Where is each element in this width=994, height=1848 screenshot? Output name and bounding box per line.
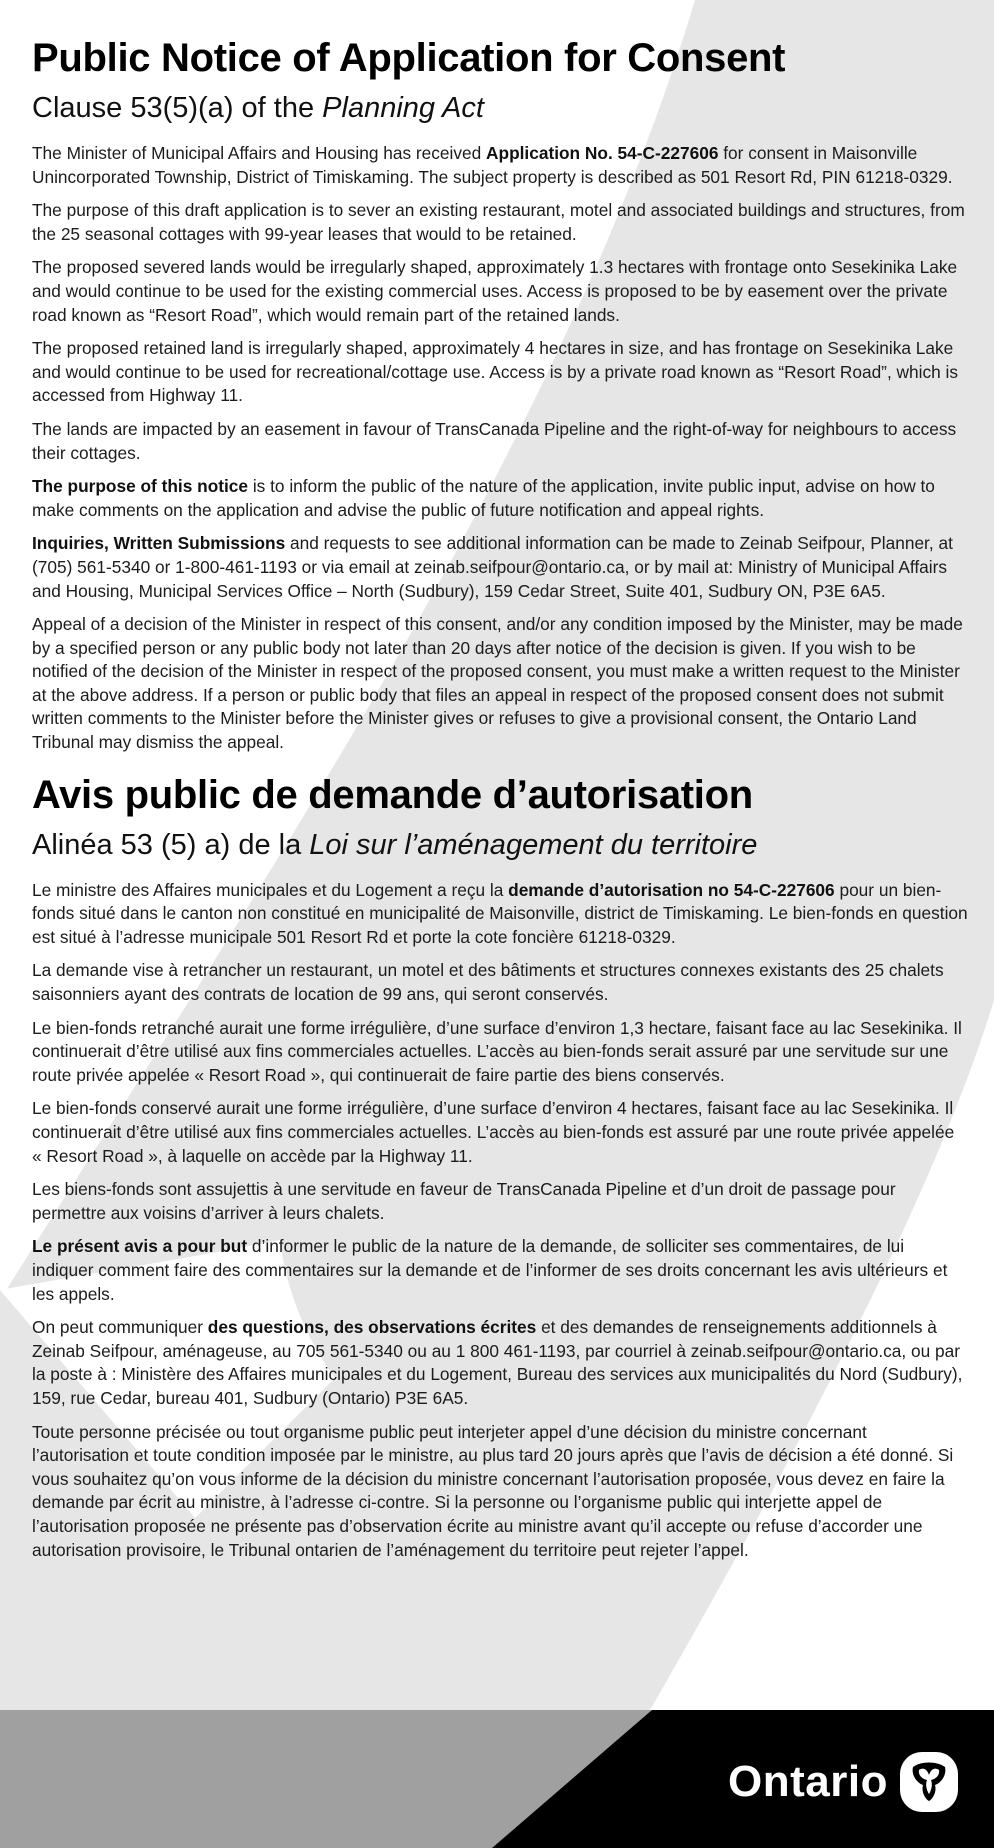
paragraph-application: The Minister of Municipal Affairs and Housing has received Application No. 54-C-227606 for consent in Maisonville Unincorporated Township, District of Timiskaming. The subject property is described as 501 Resort Rd, PIN 61218-0329.: [32, 143, 953, 187]
paragraph-retained-lands: The proposed retained land is irregularly shaped, approximately 4 hectares in size, and has frontage on Sesekinika Lake and would continue to be used for recreational/cottage use. Access is by a private road known as “Resort Road”, which is accessed from Highway 11.: [32, 338, 959, 406]
paragraph-easement: The lands are impacted by an easement in favour of TransCanada Pipeline and the right-of-way for neighbours to access their cottages.: [32, 418, 957, 463]
paragraph-appeal: Appeal of a decision of the Minister in respect of this consent, and/or any condition imposed by the Minister, may be made by a specified person or any public body not later than 20 days after notice of the decision is given. If you wish to be notified of the decision of the Minister in respect of the proposed consent, you must make a written request to the Minister at the above address. If a person or public body that files an appeal in respect of the proposed consent does not submit written comments to the Minister before the Minister gives or refuses to give a provisional consent, the Ontario Land Tribunal may dismiss the appeal.: [32, 614, 963, 753]
paragraph-fr-easement: Les biens-fonds sont assujettis à une servitude en faveur de TransCanada Pipeline et d’un droit de passage pour permettre aux voisins d’arriver à leurs chalets.: [32, 1179, 896, 1223]
paragraph-inquiries: Inquiries, Written Submissions and requests to see additional information can be made to Zeinab Seifpour, Planner, at (705) 561-5340 or 1-800-461-1193 or via email at zeinab.seifpour@ontario.ca, or by mail at: Ministry of Municipal Affairs and Housing, Municipal Services Office – North (Sudbury), 159 Cedar Street, Suite 401, Sudbury ON, P3E 6A5.: [32, 533, 953, 601]
paragraph-fr-inquiries: On peut communiquer des questions, des observations écrites et des demandes de renseignements additionnels à Zeinab Seifpour, aménageuse, au 705 561-5340 ou au 1 800 461-1193, par courriel à zeinab.seifpour@ontario.ca, ou par la poste à : Ministère des Affaires municipales et du Logement, Bureau des services aux municipalités du Nord (Sudbury), 159, rue Cedar, bureau 401, Sudbury (Ontario) P3E 6A5.: [32, 1317, 963, 1408]
english-notice: [32, 30, 968, 755]
ontario-logo: [728, 1752, 958, 1812]
notice-content: [32, 30, 968, 1572]
french-title: Avis public de demande d’autorisation: [32, 772, 753, 817]
paragraph-severed-lands: The proposed severed lands would be irregularly shaped, approximately 1.3 hectares with frontage onto Sesekinika Lake and would continue to be used for the existing commercial uses. Access is proposed to be by easement over the private road known as “Resort Road”, which would remain part of the retained lands.: [32, 257, 958, 325]
paragraph-fr-severed-lands: Le bien-fonds retranché aurait une forme irrégulière, d’une surface d’environ 1,3 hectare, faisant face au lac Sesekinika. Il continuerait d’être utilisé aux fins commerciales actuelles. L’accès au bien-fonds serait assuré par une servitude sur une route privée appelée « Resort Road », qui continuerait de faire partie des biens conservés.: [32, 1017, 962, 1085]
paragraph-fr-appeal: Toute personne précisée ou tout organisme public peut interjeter appel d’une décision du ministre concernant l’autorisation et toute condition imposée par le ministre, au plus tard 20 jours après que l’avis de décision a été donné. Si vous souhaitez qu’on vous informe de la décision du ministre concernant l’autorisation proposée, vous devez en faire la demande par écrit au ministre, à l’adresse ci-contre. Si la personne ou l’organisme public qui interjette appel de l’autorisation proposée ne présente pas d’observation écrite au ministre avant qu’il accepte ou refuse d’accorder une autorisation provisoire, le Tribunal ontarien de l’aménagement du territoire peut rejeter l’appel.: [32, 1421, 954, 1560]
paragraph-notice-purpose: The purpose of this notice is to inform the public of the nature of the application, invite public input, advise on how to make comments on the application and advise the public of future notification and appeal rights.: [32, 476, 935, 520]
ontario-wordmark: Ontario: [728, 1757, 888, 1806]
paragraph-fr-notice-purpose: Le présent avis a pour but d’informer le public de la nature de la demande, de solliciter ses commentaires, de lui indiquer comment faire des commentaires sur la demande et de l’informer de ses droits concernant les avis ultérieurs et les appels.: [32, 1236, 948, 1304]
french-subtitle: Alinéa 53 (5) a) de la Loi sur l’aménagement du territoire: [32, 828, 758, 861]
french-notice: [32, 767, 968, 1562]
page-title: Public Notice of Application for Consent: [32, 36, 786, 80]
paragraph-fr-retained-lands: Le bien-fonds conservé aurait une forme irrégulière, d’une surface d’environ 4 hectares, faisant face au lac Sesekinika. Il continuerait d’être utilisé aux fins commerciales actuelles. L’accès au bien-fonds est assuré par une route privée appelée « Resort Road », à laquelle on accède par la Highway 11.: [32, 1098, 955, 1166]
paragraph-fr-application: Le ministre des Affaires municipales et du Logement a reçu la demande d’autorisation no 54-C-227606 pour un bien-fonds situé dans le canton non constitué en municipalité de Maisonville, district de Timiskaming. Le bien-fonds en question est situé à l’adresse municipale 501 Resort Rd et porte la cote foncière 61218-0329.: [32, 879, 968, 947]
paragraph-fr-purpose: La demande vise à retrancher un restaurant, un motel et des bâtiments et structures connexes existants des 25 chalets saisonniers ayant des contrats de location de 99 ans, qui seront conservés.: [32, 960, 944, 1005]
page-subtitle: Clause 53(5)(a) of the Planning Act: [32, 92, 484, 124]
trillium-icon: [900, 1752, 958, 1812]
paragraph-purpose: The purpose of this draft application is to sever an existing restaurant, motel and associated buildings and structures, from the 25 seasonal cottages with 99-year leases that would to be retained.: [32, 200, 965, 244]
